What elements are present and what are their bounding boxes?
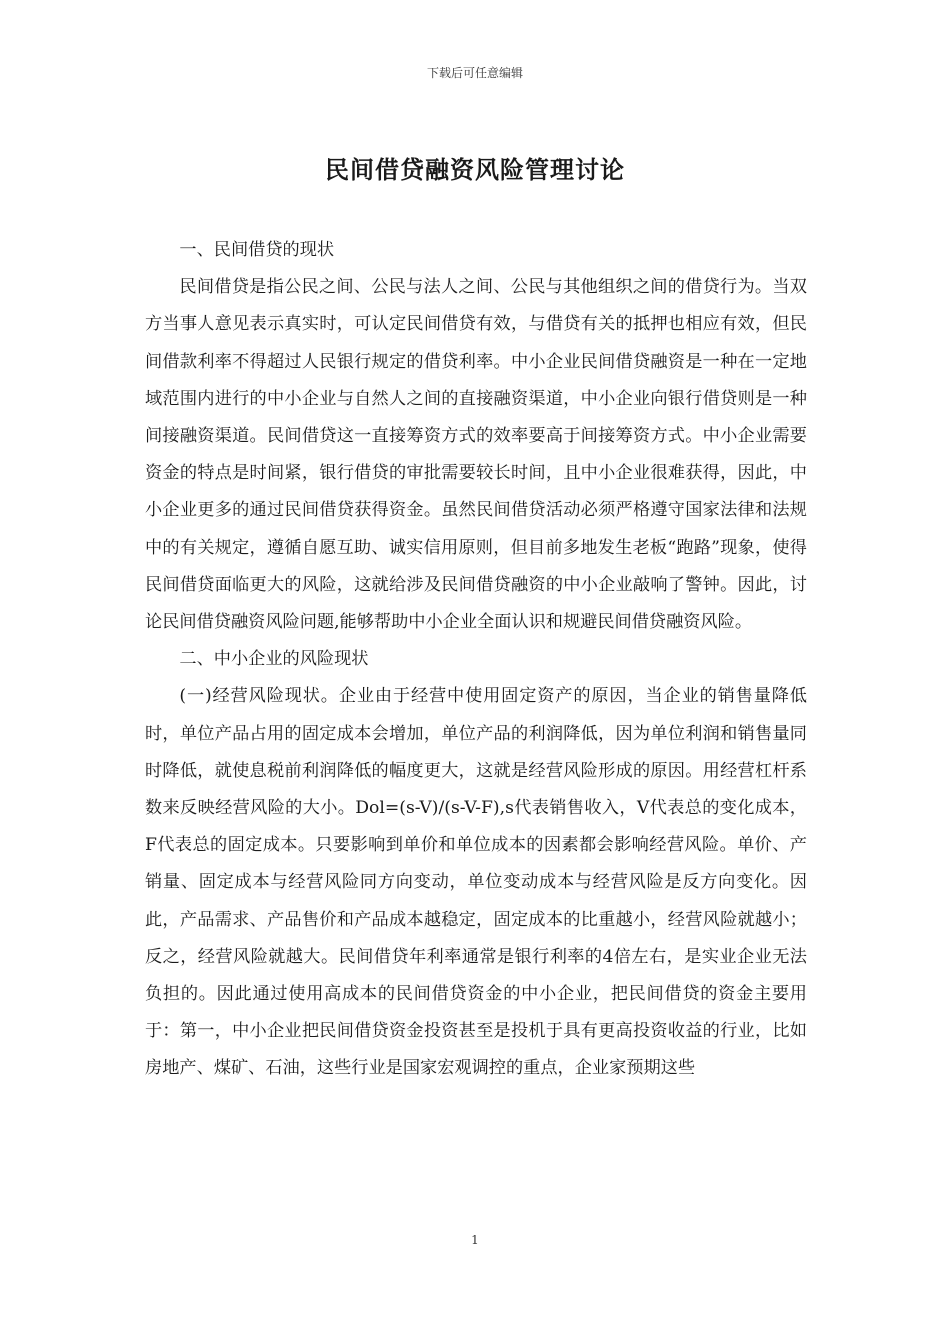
section-heading-1: 一、民间借贷的现状 bbox=[179, 240, 335, 260]
document-body bbox=[145, 232, 807, 1088]
document-title: 民间借贷融资风险管理讨论 bbox=[325, 155, 625, 184]
page-number: 1 bbox=[471, 1233, 479, 1247]
body-paragraph-2: (一)经营风险现状。企业由于经营中使用固定资产的原因，当企业的销售量降低时，单位产品占用的固定成本会增加，单位产品的利润降低，因为单位利润和销售量同时降低，就使息税前利润降低的幅度更大，这就是经营风险形成的原因。用经营杠杆系数来反映经营风险的大小。Dol=(s-V)/(s-V-F),s代表销售收入，V代表总的变化成本，F代表总的固定成本。只要影响到单价和单位成本的因素都会影响经营风险。单价、产销量、固定成本与经营风险同方向变动，单位变动成本与经营风险是反方向变化。因此，产品需求、产品售价和产品成本越稳定，固定成本的比重越小，经营风险就越小；反之，经营风险就越大。民间借贷年利率通常是银行利率的4倍左右，是实业企业无法负担的。因此通过使用高成本的民间借贷资金的中小企业，把民间借贷的资金主要用于：第一，中小企业把民间借贷资金投资甚至是投机于具有更高投资收益的行业，比如房地产、煤矿、石油，这些行业是国家宏观调控的重点，企业家预期这些 bbox=[145, 686, 807, 1079]
page-header-note: 下载后可任意编辑 bbox=[426, 66, 523, 80]
section-heading-2: 二、中小企业的风险现状 bbox=[179, 649, 369, 670]
body-paragraph-1: 民间借贷是指公民之间、公民与法人之间、公民与其他组织之间的借贷行为。当双方当事人意见表示真实时，可认定民间借贷有效，与借贷有关的抵押也相应有效，但民间借款利率不得超过人民银行规定的借贷利率。中小企业民间借贷融资是一种在一定地域范围内进行的中小企业与自然人之间的直接融资渠道，中小企业向银行借贷则是一种间接融资渠道。民间借贷这一直接筹资方式的效率要高于间接筹资方式。中小企业需要资金的特点是时间紧，银行借贷的审批需要较长时间，且中小企业很难获得，因此，中小企业更多的通过民间借贷获得资金。虽然民间借贷活动必须严格遵守国家法律和法规中的有关规定，遵循自愿互助、诚实信用原则，但目前多地发生老板“跑路”现象，使得民间借贷面临更大的风险，这就给涉及民间借贷融资的中小企业敲响了警钟。因此，讨论民间借贷融资风险问题,能够帮助中小企业全面认识和规避民间借贷融资风险。 bbox=[145, 277, 807, 633]
